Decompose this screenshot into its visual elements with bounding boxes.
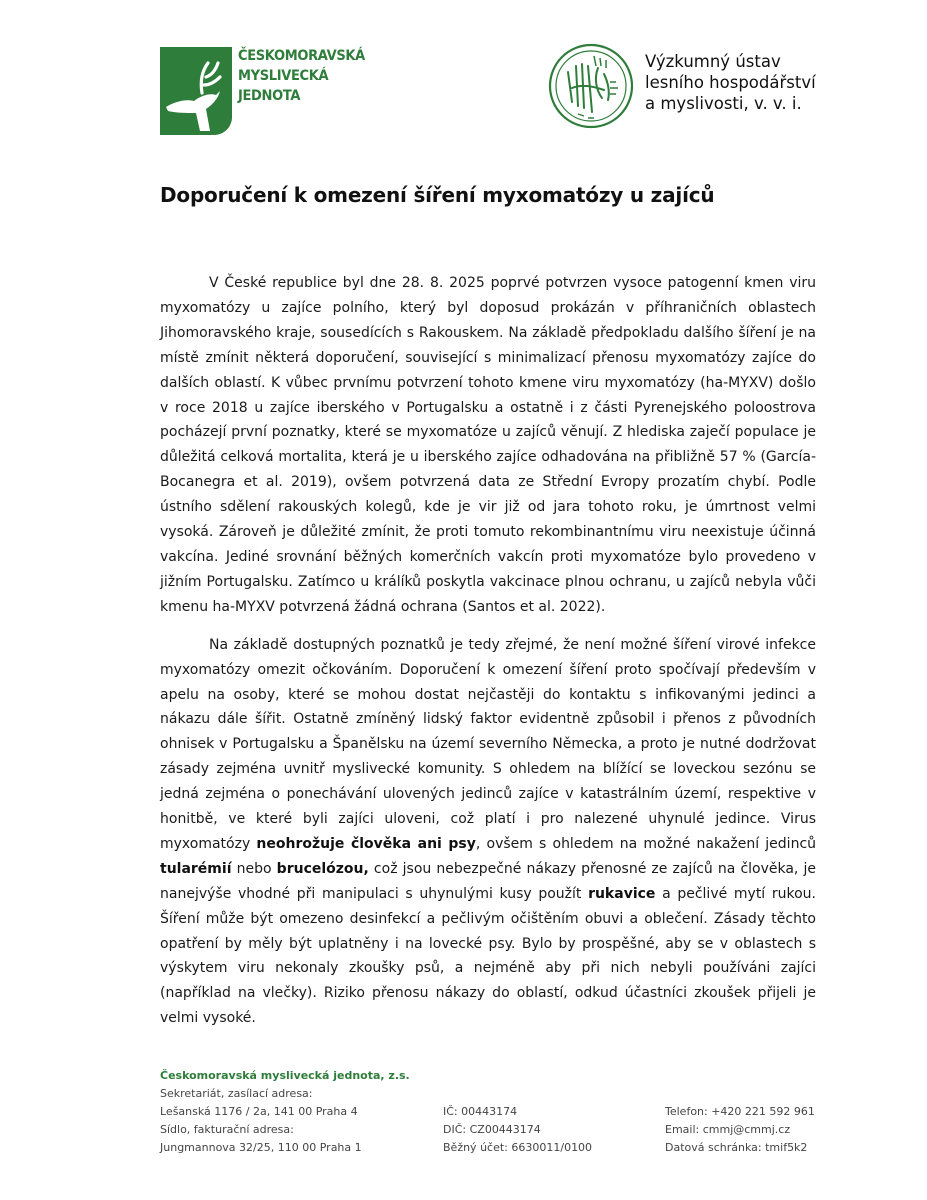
document-header (0, 0, 927, 150)
institute-seal-icon (548, 42, 634, 130)
footer-contact-column (665, 1103, 815, 1157)
cmmj-logo (160, 44, 365, 138)
footer-line: Sídlo, fakturační adresa: (160, 1123, 294, 1136)
bold-text: rukavice (588, 885, 656, 902)
cmmj-name-line: ČESKOMORAVSKÁ (238, 48, 365, 64)
footer-line: Jungmannova 32/25, 110 00 Praha 1 (160, 1141, 362, 1154)
paragraph-text: , ovšem s ohledem na možné nakažení jedinců (475, 835, 817, 852)
cmmj-name (238, 46, 365, 106)
deer-head-icon (160, 47, 232, 135)
footer-line: Běžný účet: 6630011/0100 (443, 1141, 593, 1154)
cmmj-name-line: MYSLIVECKÁ (238, 68, 329, 84)
document-title: Doporučení k omezení šíření myxomatózy u zajíců (160, 183, 715, 207)
footer-org-name: Českomoravská myslivecká jednota, z.s. (160, 1069, 410, 1082)
footer-line: IČ: 00443174 (443, 1105, 518, 1118)
document-body (160, 271, 816, 1044)
paragraph-text: nebo (231, 860, 277, 877)
footer-line: Datová schránka: tmif5k2 (665, 1141, 808, 1154)
footer-line: DIČ: CZ00443174 (443, 1123, 541, 1136)
paragraph (160, 633, 816, 1032)
footer-line: Lešanská 1176 / 2a, 141 00 Praha 4 (160, 1105, 358, 1118)
institute-name (645, 51, 816, 114)
institute-name-line: Výzkumný ústav (645, 52, 781, 71)
cmmj-name-line: JEDNOTA (238, 88, 301, 104)
vulhm-logo (548, 42, 848, 134)
paragraph-text: což jsou nebezpečné nákazy přenosné ze zajíců na člověka, je nanejvýše vhodné při manipulaci s uhynulými kusy použít (160, 860, 816, 902)
paragraph: V České republice byl dne 28. 8. 2025 poprvé potvrzen vysoce patogenní kmen viru myxomatózy u zajíce polního, který byl doposud prokázán v příhraničních oblastech Jihomoravského kraje, sousedících s Rakouskem. Na základě předpokladu dalšího šíření je na místě zmínit některá doporučení, související s minimalizací přenosu myxomatózy zajíce do dalších oblastí. K vůbec prvnímu potvrzení tohoto kmene viru myxomatózy (ha-MYXV) došlo v roce 2018 u zajíce iberského v Portugalsku a ostatně i z části Pyrenejského poloostrova pocházejí první poznatky, které se myxomatóze u zajíců věnují. Z hlediska zaječí populace je důležitá celková mortalita, která je u iberského zajíce odhadována na přibližně 57 % (García-Bocanegra et al. 2019), ovšem potvrzená data ze Střední Evropy prozatím chybí. Podle ústního sdělení rakouských kolegů, kde je vir již od jara tohoto roku, je úmrtnost velmi vysoká. Zároveň je důležité zmínit, že proti tomuto rekombinantnímu viru neexistuje účinná vakcína. Jediné srovnání běžných komerčních vakcín proti myxomatóze bylo provedeno v jižním Portugalsku. Zatímco u králíků poskytla vakcinace plnou ochranu, u zajíců nebyla vůči kmenu ha-MYXV potvrzená žádná ochrana (Santos et al. 2022). (160, 275, 816, 615)
institute-name-line: a myslivosti, v. v. i. (645, 94, 802, 113)
footer-line: Sekretariát, zasílací adresa: (160, 1087, 313, 1100)
paragraph-text: Na základě dostupných poznatků je tedy zřejmé, že není možné šíření virové infekce myxomatózy omezit očkováním. Doporučení k omezení šíření proto spočívají především v apelu na osoby, které se mohou dostat nejčastěji do kontaktu s infikovanými jedinci a nákazu dále šířit. Ostatně zmíněný lidský faktor evidentně způsobil i přenos z původních ohnisek v Portugalsku a Španělsku na území severního Německa, a proto je nutné dodržovat zásady zejména uvnitř myslivecké komunity. S ohledem na blížící se loveckou sezónu se jedná zejména o ponechávání ulovených jedinců zajíce v katastrálním území, respektive v honitbě, ve které byli zajíci uloveni, což platí i pro nalezené uhynulé jedince. Virus myxomatózy (160, 636, 816, 852)
footer-line: Telefon: +420 221 592 961 (665, 1105, 815, 1118)
paragraph-text: a pečlivé mytí rukou. Šíření může být omezeno desinfekcí a pečlivým očištěním obuvi a oblečení. Zásady těchto opatření by měly být uplatněny i na lovecké psy. Bylo by prospěšné, aby se v oblastech s výskytem viru nekonaly zkoušky psů, a nejméně aby při nich nebyli používáni zajíci (například na vlečky). Riziko přenosu nákazy do oblastí, odkud účastníci zkoušek přijeli je velmi vysoké. (160, 885, 816, 1027)
bold-text: tularémií (160, 860, 232, 877)
footer-address-column (160, 1085, 362, 1157)
institute-name-line: lesního hospodářství (645, 73, 816, 92)
bold-text: neohrožuje člověka ani psy (256, 835, 476, 852)
footer-columns (160, 1085, 840, 1154)
document-footer (160, 1067, 840, 1154)
footer-line: Email: cmmj@cmmj.cz (665, 1123, 791, 1136)
bold-text: brucelózou, (276, 860, 369, 877)
footer-ids-column (443, 1103, 592, 1157)
